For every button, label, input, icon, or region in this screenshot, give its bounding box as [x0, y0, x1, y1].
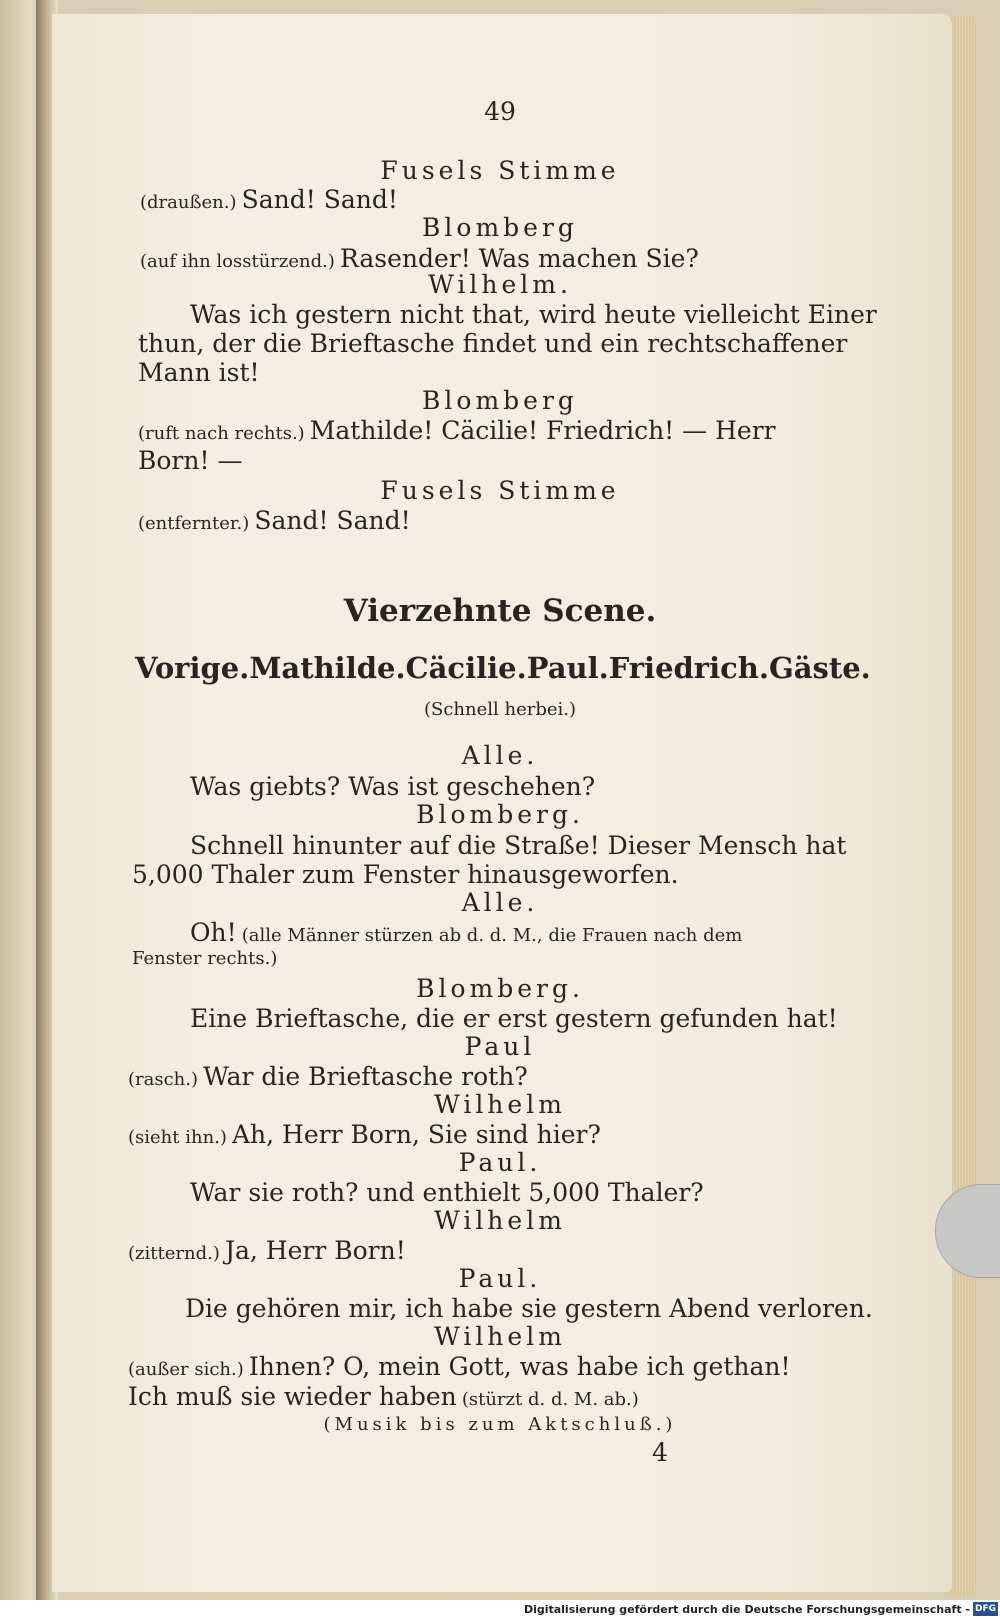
stage-direction: (rasch.) — [128, 1069, 199, 1090]
dialogue-text: Ah, Herr Born, Sie sind hier? — [232, 1120, 601, 1149]
speaker-label: Blomberg — [422, 213, 578, 242]
stage-direction: (außer sich.) — [128, 1359, 244, 1380]
cast-member: Cäcilie. — [405, 651, 527, 685]
dialogue-text: Oh! — [190, 918, 237, 947]
dialogue-text: Ja, Herr Born! — [224, 1236, 406, 1265]
cast-member: Paul. — [526, 651, 609, 685]
stage-direction: (Schnell herbei.) — [423, 699, 577, 720]
stage-direction-line — [140, 187, 398, 212]
speaker-label: Paul. — [458, 1264, 542, 1293]
stage-direction: Fenster rechts.) — [132, 948, 278, 969]
stage-direction: (ruft nach rechts.) — [138, 423, 305, 444]
stage-direction-line — [138, 508, 411, 533]
cast-member: Vorige. — [135, 651, 250, 685]
speaker-label: Alle. — [461, 888, 539, 917]
stage-direction-line — [128, 1064, 528, 1089]
dialogue-text: Eine Brieftasche, die er erst gestern gefunden hat! — [190, 1004, 838, 1033]
page-number: 49 — [484, 97, 516, 126]
scene-title: Vierzehnte Scene. — [343, 593, 657, 629]
dfg-logo: DFG — [974, 1604, 996, 1614]
speaker-label: Paul — [464, 1032, 536, 1061]
signature-mark: 4 — [652, 1438, 668, 1467]
stage-direction-line — [138, 418, 776, 443]
dialogue-text: Was ich gestern nicht that, wird heute vielleicht Einer — [190, 300, 877, 329]
dialogue-text: Born! — — [138, 446, 243, 475]
digitization-footer — [0, 1600, 1000, 1619]
speaker-label: Fusels Stimme — [380, 476, 620, 505]
speaker-label: Wilhelm — [434, 1090, 566, 1119]
dialogue-text: Ich muß sie wieder haben — [128, 1382, 457, 1411]
dialogue-text: Sand! Sand! — [241, 185, 398, 214]
dialogue-text: Mathilde! Cäcilie! Friedrich! — Herr — [309, 416, 776, 445]
dialogue-text: Was giebts? Was ist geschehen? — [190, 772, 596, 801]
stage-direction: (auf ihn losstürzend.) — [140, 251, 335, 272]
stage-direction-line — [140, 246, 699, 271]
cast-member: Friedrich. — [608, 651, 769, 685]
stage-direction: (sieht ihn.) — [128, 1127, 227, 1148]
stage-direction: (zitternd.) — [128, 1243, 220, 1264]
stage-direction-line — [190, 920, 742, 945]
speaker-label: Blomberg — [422, 386, 578, 415]
dialogue-text: Mann ist! — [138, 358, 260, 387]
stage-direction: (stürzt d. d. M. ab.) — [461, 1389, 639, 1410]
dialogue-text: Rasender! Was machen Sie? — [339, 244, 699, 273]
speaker-label: Blomberg. — [416, 974, 584, 1003]
dialogue-text: 5,000 Thaler zum Fenster hinausgeworfen. — [132, 860, 679, 889]
dialogue-text: Ihnen? O, mein Gott, was habe ich gethan! — [248, 1352, 791, 1381]
speaker-label: Paul. — [458, 1148, 542, 1177]
speaker-label: Wilhelm — [434, 1322, 566, 1351]
speaker-label: Blomberg. — [416, 800, 584, 829]
speaker-label: Alle. — [461, 741, 539, 770]
stage-direction-line — [128, 1238, 406, 1263]
speaker-label: Fusels Stimme — [380, 156, 620, 185]
stage-direction: (entfernter.) — [138, 513, 250, 534]
dialogue-text: Die gehören mir, ich habe sie gestern Abend verloren. — [185, 1294, 873, 1323]
cast-member: Mathilde. — [249, 651, 406, 685]
dialogue-text: Schnell hinunter auf die Straße! Dieser Mensch hat — [190, 831, 847, 860]
funding-credit: Digitalisierung gefördert durch die Deutsche Forschungsgemeinschaft - — [523, 1603, 970, 1616]
speaker-label: Wilhelm. — [428, 270, 572, 299]
dialogue-text: War die Brieftasche roth? — [203, 1062, 528, 1091]
cast-list — [135, 651, 871, 685]
dialogue-text: Sand! Sand! — [254, 506, 411, 535]
dialogue-text: War sie roth? und enthielt 5,000 Thaler? — [190, 1178, 704, 1207]
stage-direction-line — [128, 1122, 601, 1147]
dialogue-text: thun, der die Brieftasche findet und ein rechtschaffener — [138, 329, 848, 358]
music-direction: (Musik bis zum Aktschluß.) — [323, 1414, 677, 1435]
cast-member: Gäste. — [768, 651, 871, 685]
stage-direction: (alle Männer stürzen ab d. d. M., die Frauen nach dem — [241, 925, 743, 946]
stage-direction: (draußen.) — [140, 192, 237, 213]
stage-direction-line — [128, 1354, 791, 1379]
stage-direction-line — [128, 1384, 639, 1409]
speaker-label: Wilhelm — [434, 1206, 566, 1235]
